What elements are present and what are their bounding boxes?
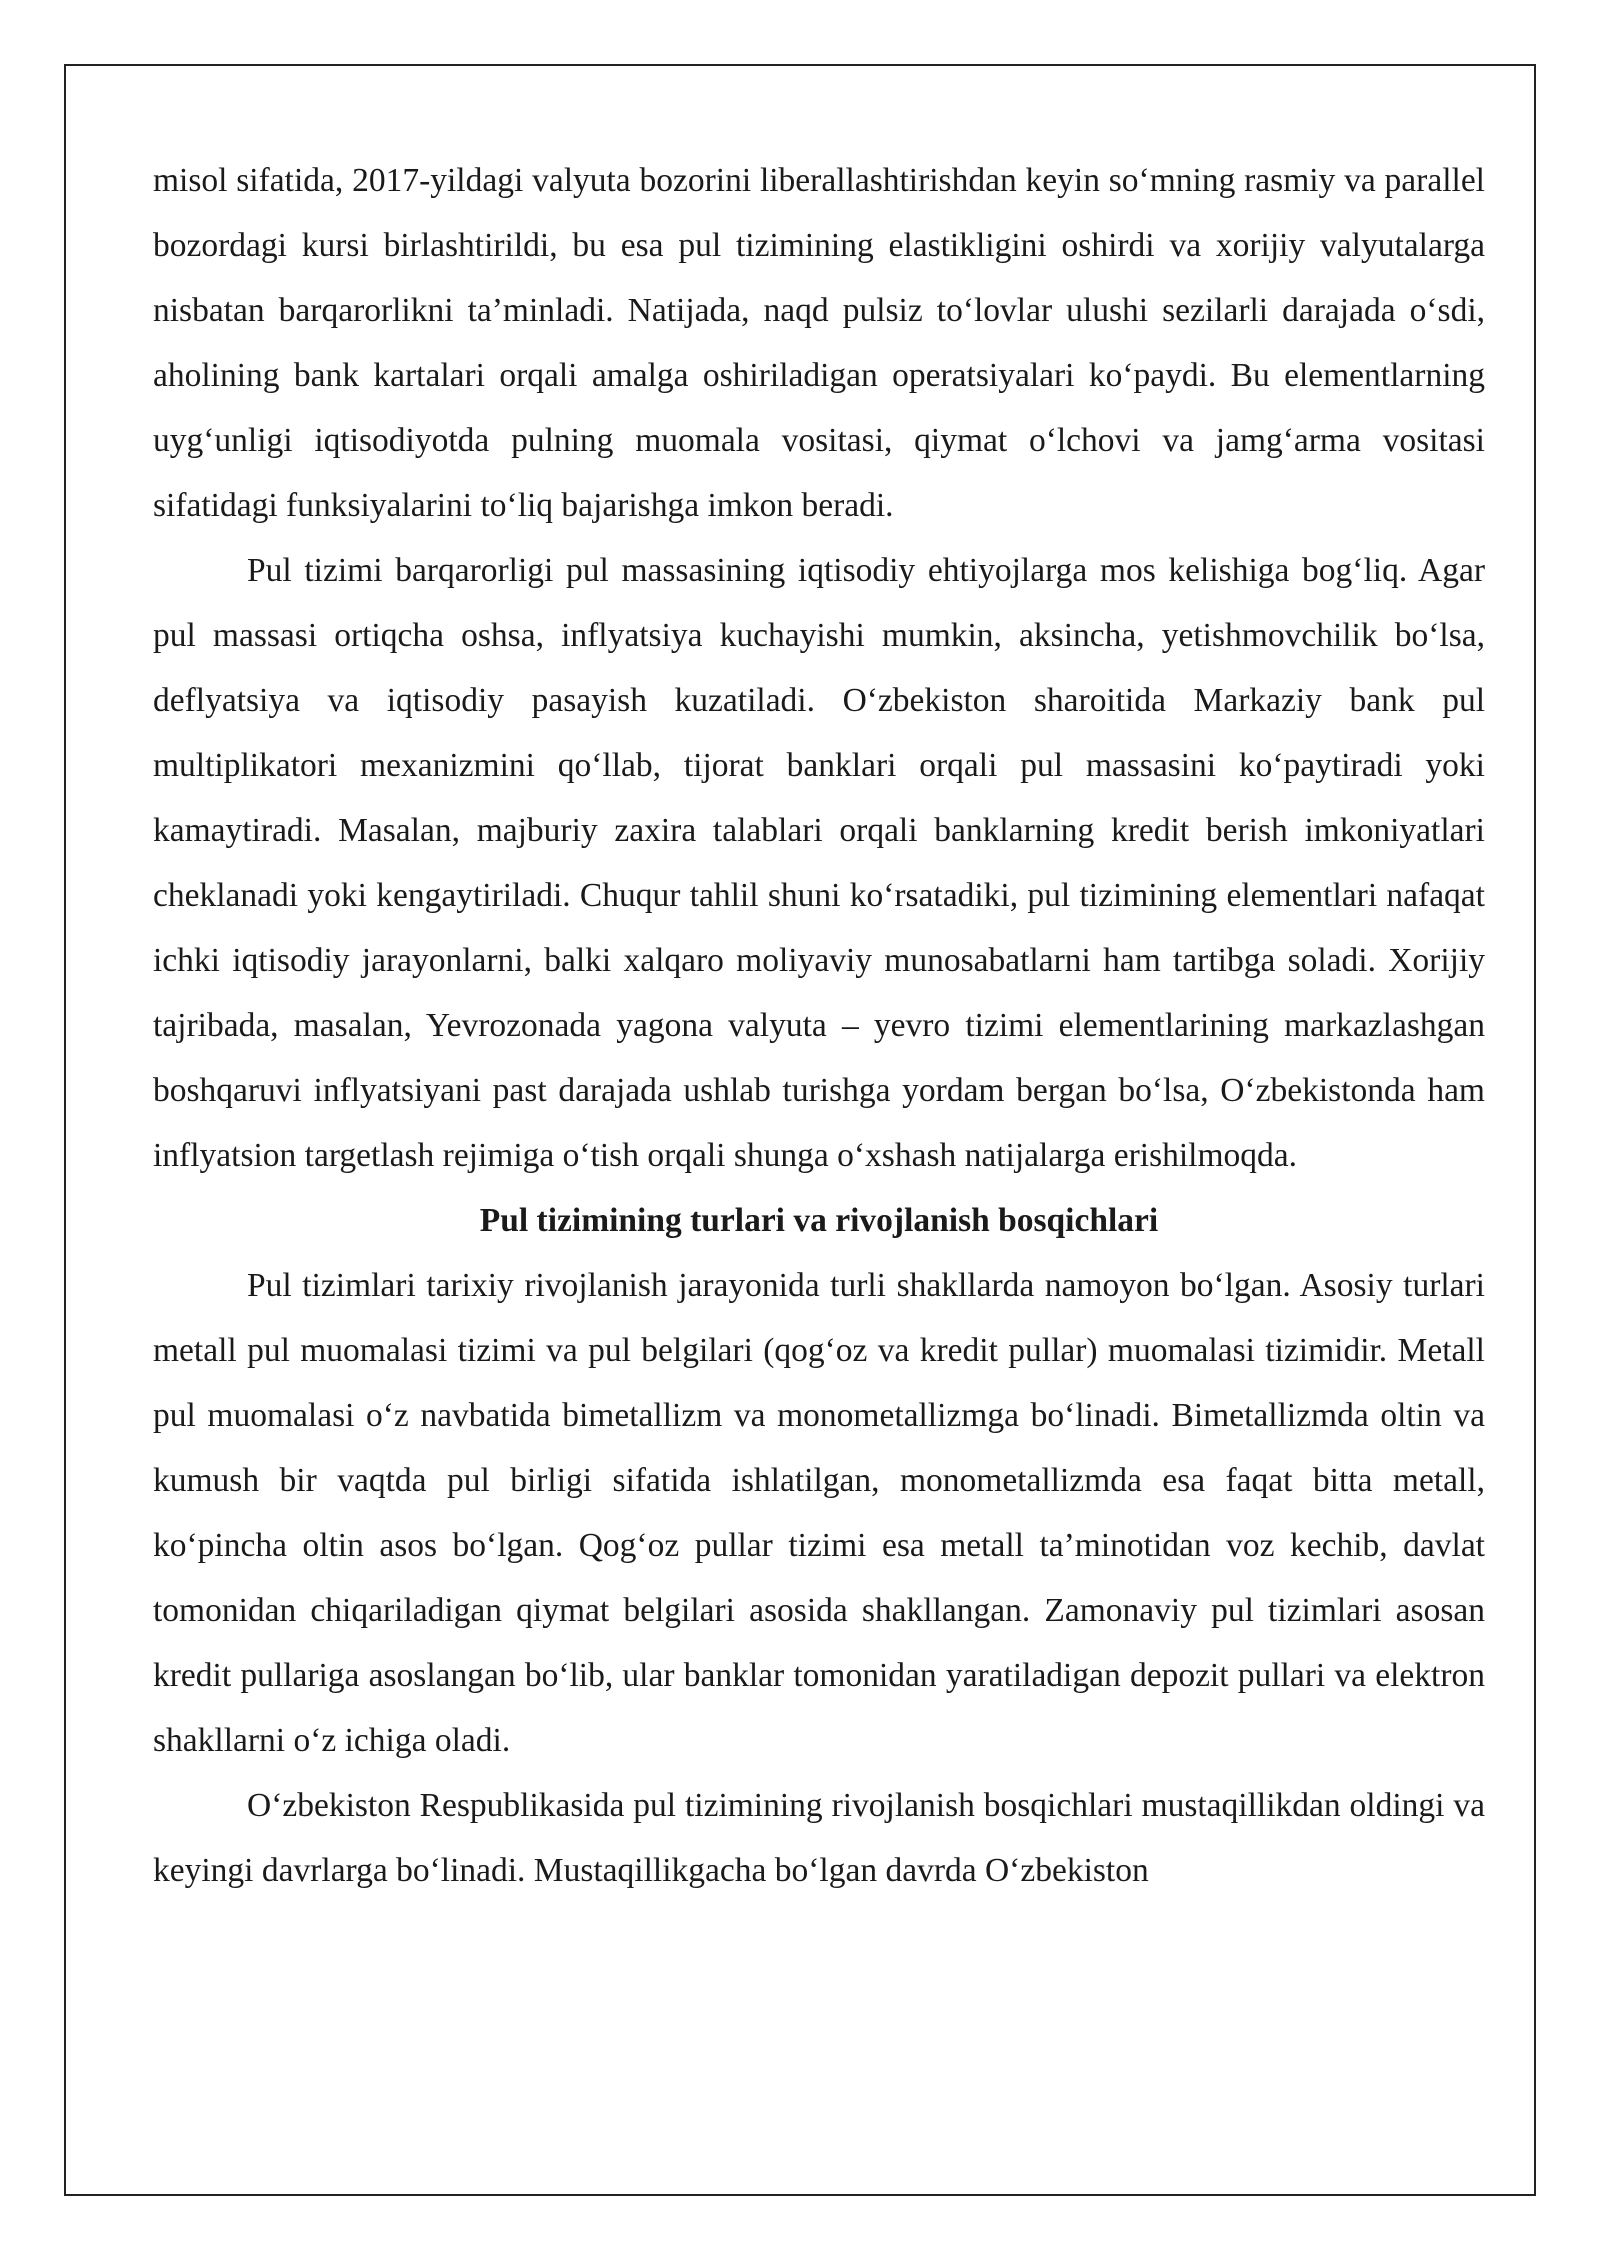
paragraph: O‘zbekiston Respublikasida pul tizimining rivojlanish bosqichlari mustaqillikdan oldingi va keyingi davrlarga bo‘linadi. Mustaqillikgacha bo‘lgan davrda O‘zbekiston xyxy=(153,1787,1485,1889)
section-heading: Pul tizimining turlari va rivojlanish bosqichlari xyxy=(479,1202,1159,1239)
paragraph: misol sifatida, 2017-yildagi valyuta bozorini liberallashtirishdan keyin so‘mning rasmiy va parallel bozordagi kursi birlashtirildi, bu esa pul tizimining elastikligini oshirdi va xorijiy valyutalarga nisbatan barqarorlikni ta’minladi. Natijada, naqd pulsiz to‘lovlar ulushi sezilarli darajada o‘sdi, aholining bank kartalari orqali amalga oshiriladigan operatsiyalari ko‘paydi. Bu elementlarning uyg‘unligi iqtisodiyotda pulning muomala vositasi, qiymat o‘lchovi va jamg‘arma vositasi sifatidagi funksiyalarini to‘liq bajarishga imkon beradi. xyxy=(153,162,1485,524)
paragraph: Pul tizimi barqarorligi pul massasining iqtisodiy ehtiyojlarga mos kelishiga bog‘liq. Agar pul massasi ortiqcha oshsa, inflyatsiya kuchayishi mumkin, aksincha, yetishmovchilik bo‘lsa, deflyatsiya va iqtisodiy pasayish kuzatiladi. O‘zbekiston sharoitida Markaziy bank pul multiplikatori mexanizmini qo‘llab, tijorat banklari orqali pul massasini ko‘paytiradi yoki kamaytiradi. Masalan, majburiy zaxira talablari orqali banklarning kredit berish imkoniyatlari cheklanadi yoki kengaytiriladi. Chuqur tahlil shuni ko‘rsatadiki, pul tizimining elementlari nafaqat ichki iqtisodiy jarayonlarni, balki xalqaro moliyaviy munosabatlarni ham tartibga soladi. Xorijiy tajribada, masalan, Yevrozonada yagona valyuta – yevro tizimi elementlarining markazlashgan boshqaruvi inflyatsiyani past darajada ushlab turishga yordam bergan bo‘lsa, O‘zbekistonda ham inflyatsion targetlash rejimiga o‘tish orqali shunga o‘xshash natijalarga erishilmoqda. xyxy=(153,552,1485,1174)
paragraph: Pul tizimlari tarixiy rivojlanish jarayonida turli shakllarda namoyon bo‘lgan. Asosiy turlari metall pul muomalasi tizimi va pul belgilari (qog‘oz va kredit pullar) muomalasi tizimidir. Metall pul muomalasi o‘z navbatida bimetallizm va monometallizmga bo‘linadi. Bimetallizmda oltin va kumush bir vaqtda pul birligi sifatida ishlatilgan, monometallizmda esa faqat bitta metall, ko‘pincha oltin asos bo‘lgan. Qog‘oz pullar tizimi esa metall ta’minotidan voz kechib, davlat tomonidan chiqariladigan qiymat belgilari asosida shakllangan. Zamonaviy pul tizimlari asosan kredit pullariga asoslangan bo‘lib, ular banklar tomonidan yaratiladigan depozit pullari va elektron shakllarni o‘z ichiga oladi. xyxy=(153,1267,1485,1759)
document-body xyxy=(153,148,1485,1903)
